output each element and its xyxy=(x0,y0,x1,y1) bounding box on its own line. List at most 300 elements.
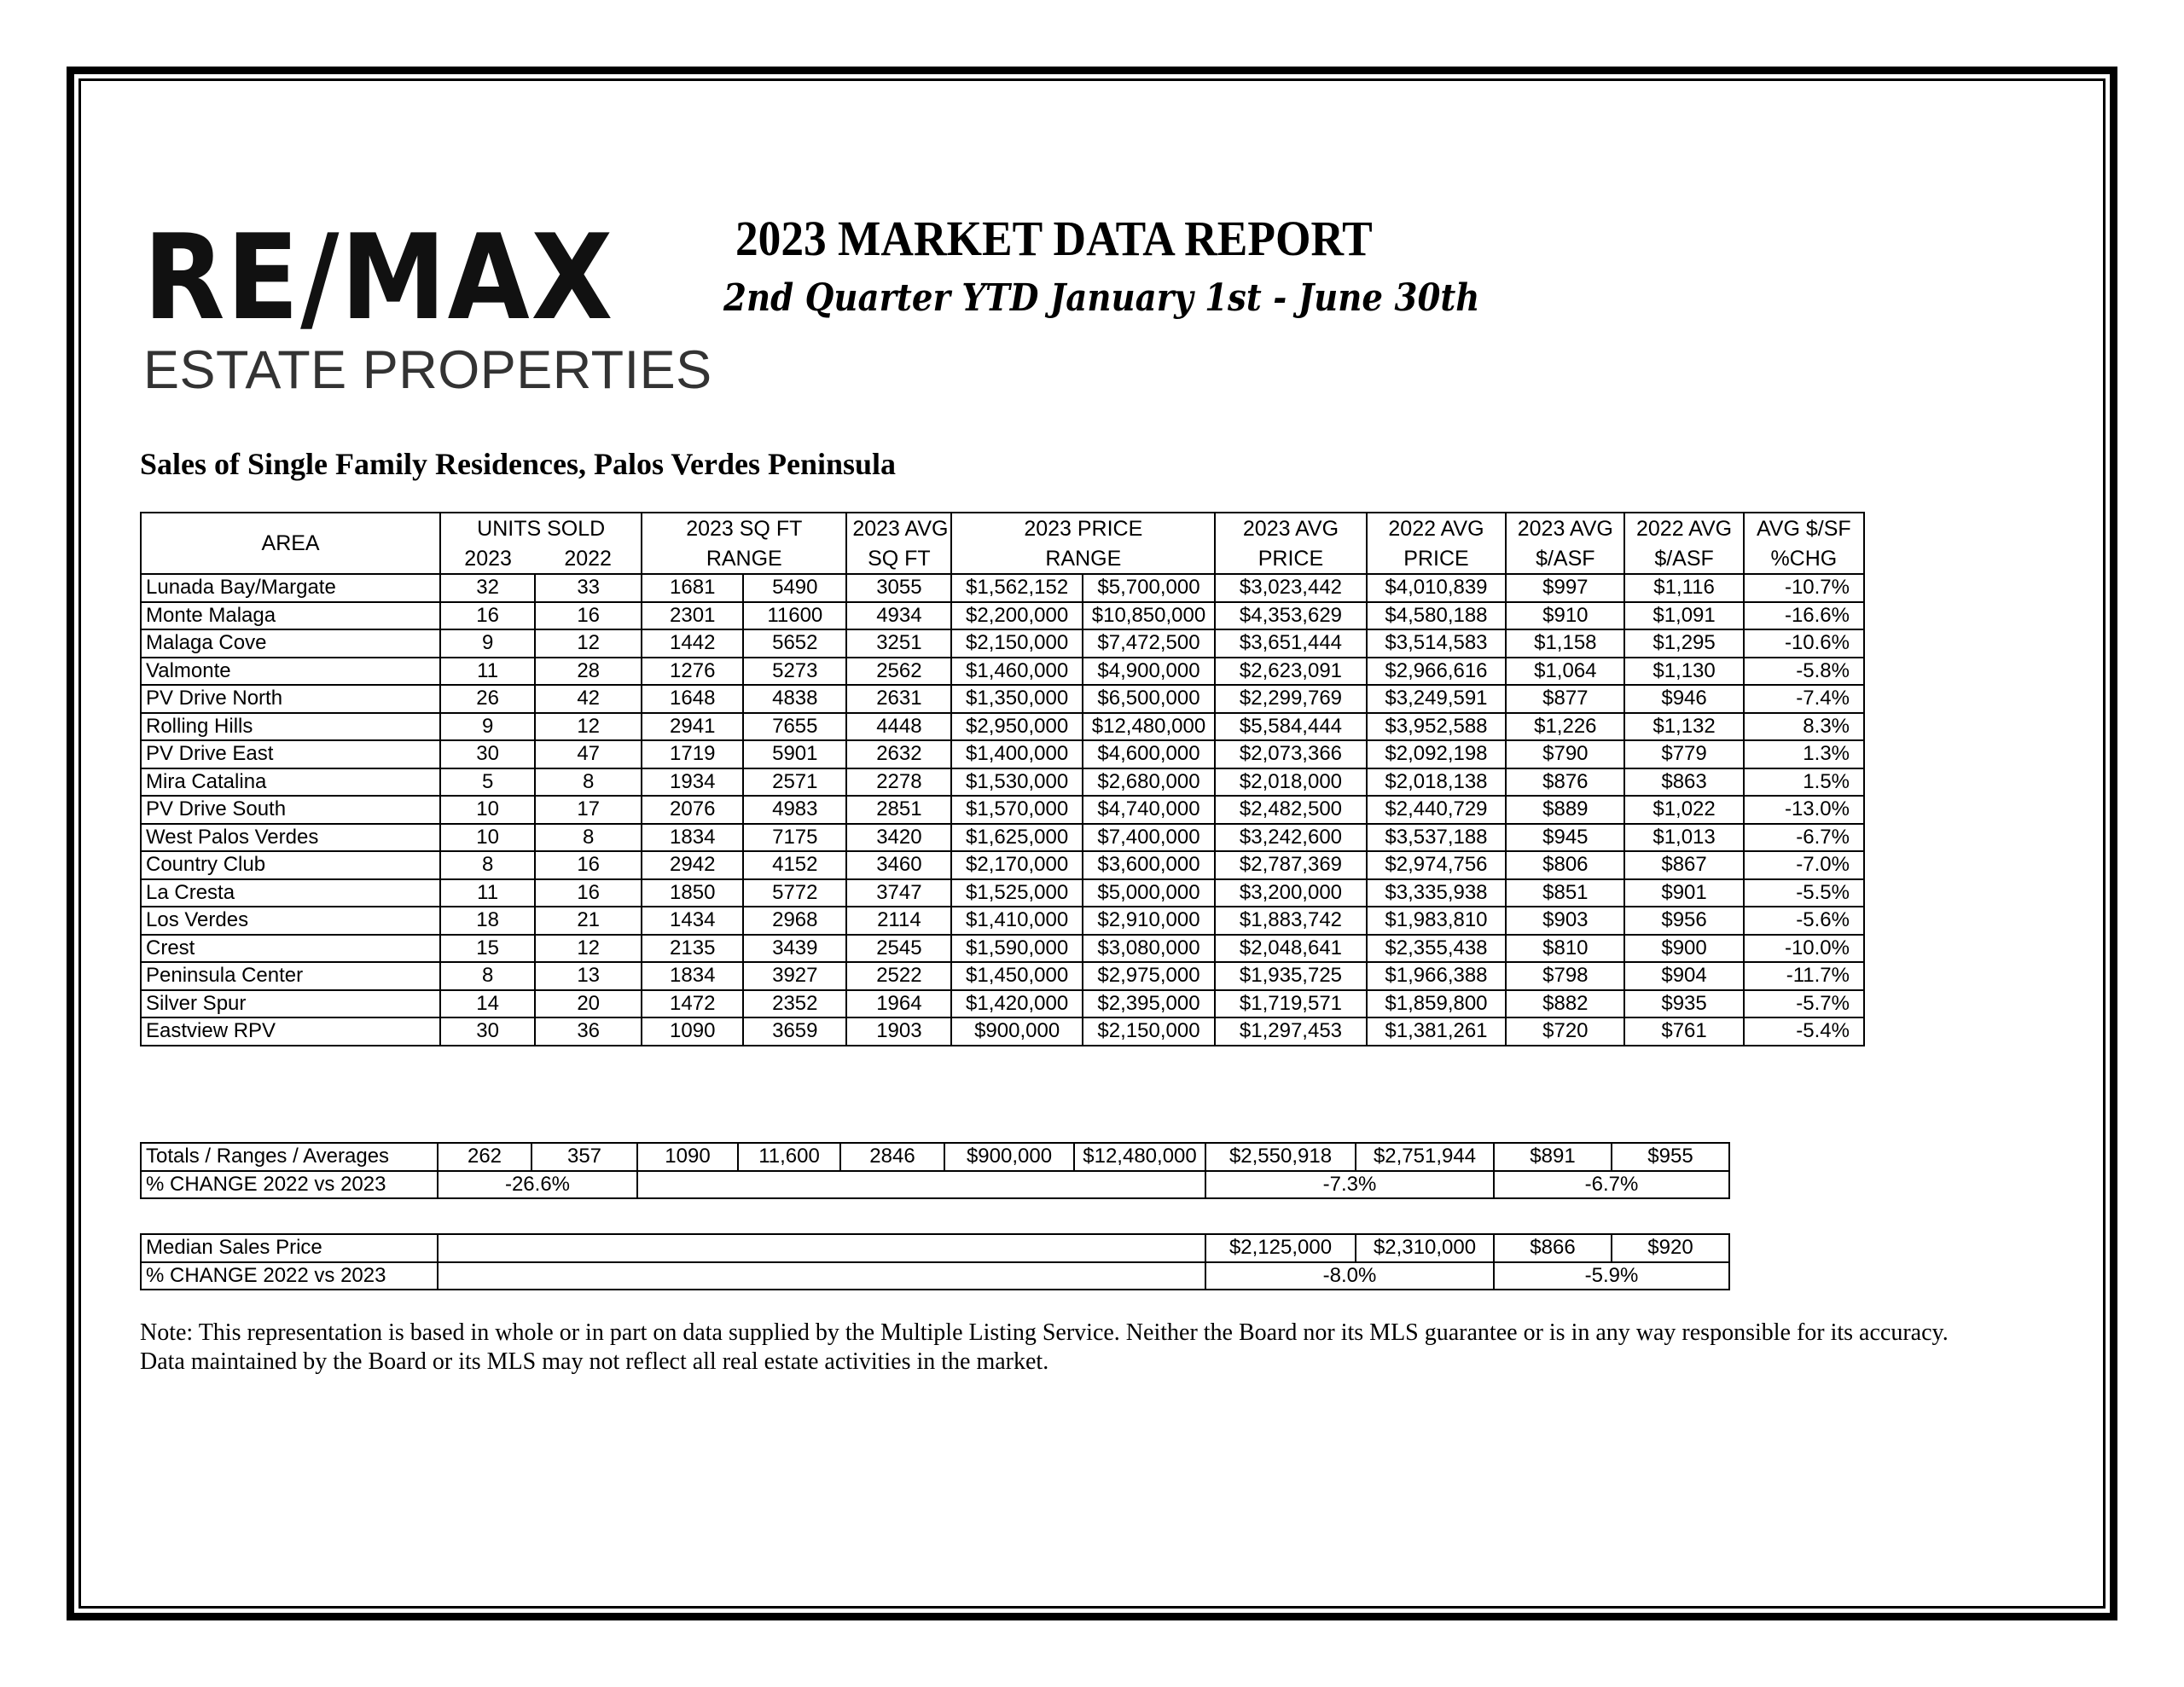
price-min-cell: $1,420,000 xyxy=(951,990,1082,1018)
units-2022-cell: 12 xyxy=(535,629,642,658)
units-2023-cell: 14 xyxy=(440,990,535,1018)
units-2023-cell: 26 xyxy=(440,685,535,713)
units-2022-cell: 16 xyxy=(535,602,642,630)
sales-table-body xyxy=(141,574,1864,1046)
avg-price-2023-cell: $2,299,769 xyxy=(1215,685,1367,713)
units-2023-cell: 9 xyxy=(440,713,535,741)
sqft-max-cell: 5901 xyxy=(743,740,846,768)
asf-2022-cell: $900 xyxy=(1624,935,1743,963)
price-min-cell: $1,450,000 xyxy=(951,962,1082,990)
price-min-cell: $2,150,000 xyxy=(951,629,1082,658)
median-row xyxy=(141,1234,1729,1262)
price-min-cell: $1,530,000 xyxy=(951,768,1082,797)
price-min-cell: $1,590,000 xyxy=(951,935,1082,963)
price-max-cell: $5,000,000 xyxy=(1083,879,1215,907)
units-2022-cell: 33 xyxy=(535,574,642,602)
header-area: AREA xyxy=(141,513,440,574)
units-2023-cell: 5 xyxy=(440,768,535,797)
avg-sqft-cell: 3420 xyxy=(846,824,951,852)
avg-price-2023-cell: $3,023,442 xyxy=(1215,574,1367,602)
header-price-range-sub: RANGE xyxy=(951,543,1215,574)
asf-2023-cell: $851 xyxy=(1506,879,1624,907)
avg-price-2022-cell: $1,966,388 xyxy=(1367,962,1506,990)
totals-avg-sqft: 2846 xyxy=(840,1143,944,1171)
avg-price-2023-cell: $3,242,600 xyxy=(1215,824,1367,852)
median-change-blank xyxy=(438,1262,1205,1290)
table-row xyxy=(141,685,1864,713)
avg-price-2023-cell: $2,787,369 xyxy=(1215,851,1367,879)
units-2022-cell: 20 xyxy=(535,990,642,1018)
avg-sqft-cell: 2278 xyxy=(846,768,951,797)
avg-price-2022-cell: $1,983,810 xyxy=(1367,907,1506,935)
median-change-label: % CHANGE 2022 vs 2023 xyxy=(141,1262,438,1290)
asf-2022-cell: $935 xyxy=(1624,990,1743,1018)
sqft-min-cell: 1834 xyxy=(642,962,743,990)
price-min-cell: $1,525,000 xyxy=(951,879,1082,907)
table-row xyxy=(141,796,1864,824)
sqft-max-cell: 2571 xyxy=(743,768,846,797)
area-cell: Valmonte xyxy=(141,658,440,686)
avg-price-2022-cell: $3,952,588 xyxy=(1367,713,1506,741)
avg-price-2022-cell: $2,974,756 xyxy=(1367,851,1506,879)
table-row xyxy=(141,1017,1864,1046)
avg-price-2022-cell: $3,537,188 xyxy=(1367,824,1506,852)
asf-2023-cell: $798 xyxy=(1506,962,1624,990)
header-avg-price-2022: 2022 AVG xyxy=(1367,513,1506,543)
units-2022-cell: 12 xyxy=(535,713,642,741)
avg-sqft-cell: 3251 xyxy=(846,629,951,658)
area-cell: Malaga Cove xyxy=(141,629,440,658)
price-max-cell: $7,400,000 xyxy=(1083,824,1215,852)
area-cell: Lunada Bay/Margate xyxy=(141,574,440,602)
chg-cell: 1.5% xyxy=(1744,768,1864,797)
asf-2023-cell: $806 xyxy=(1506,851,1624,879)
asf-2023-cell: $810 xyxy=(1506,935,1624,963)
price-max-cell: $4,740,000 xyxy=(1083,796,1215,824)
area-cell: Monte Malaga xyxy=(141,602,440,630)
totals-asf-2022: $955 xyxy=(1612,1143,1729,1171)
avg-price-2022-cell: $1,859,800 xyxy=(1367,990,1506,1018)
logo-wordmark: RE/MAX xyxy=(143,209,615,346)
price-min-cell: $1,570,000 xyxy=(951,796,1082,824)
totals-avg-price-2022: $2,751,944 xyxy=(1356,1143,1494,1171)
chg-cell: -10.0% xyxy=(1744,935,1864,963)
units-2023-cell: 15 xyxy=(440,935,535,963)
table-row xyxy=(141,907,1864,935)
price-max-cell: $3,600,000 xyxy=(1083,851,1215,879)
asf-2023-cell: $877 xyxy=(1506,685,1624,713)
table-row xyxy=(141,824,1864,852)
table-row xyxy=(141,713,1864,741)
price-max-cell: $2,680,000 xyxy=(1083,768,1215,797)
avg-price-2022-cell: $3,335,938 xyxy=(1367,879,1506,907)
chg-cell: -5.5% xyxy=(1744,879,1864,907)
area-cell: La Cresta xyxy=(141,879,440,907)
sqft-min-cell: 2076 xyxy=(642,796,743,824)
area-cell: Country Club xyxy=(141,851,440,879)
table-row xyxy=(141,962,1864,990)
avg-sqft-cell: 2114 xyxy=(846,907,951,935)
units-2023-cell: 8 xyxy=(440,851,535,879)
avg-price-2022-cell: $2,966,616 xyxy=(1367,658,1506,686)
sales-table xyxy=(140,512,1865,1046)
sqft-min-cell: 2135 xyxy=(642,935,743,963)
totals-change-label: % CHANGE 2022 vs 2023 xyxy=(141,1171,438,1199)
avg-price-2022-cell: $2,355,438 xyxy=(1367,935,1506,963)
asf-2023-cell: $790 xyxy=(1506,740,1624,768)
table-row xyxy=(141,879,1864,907)
price-max-cell: $4,600,000 xyxy=(1083,740,1215,768)
totals-sqft-max: 11,600 xyxy=(738,1143,840,1171)
disclaimer-note: Note: This representation is based in whole or in part on data supplied by the Multiple Listing Service. Neither the Board nor its MLS guarantee or is in any way responsible for its accuracy. Data maintained by the Board or its MLS may not reflect all real estate activities in the market. xyxy=(140,1319,1949,1375)
asf-2022-cell: $863 xyxy=(1624,768,1743,797)
price-min-cell: $1,562,152 xyxy=(951,574,1082,602)
sqft-min-cell: 1276 xyxy=(642,658,743,686)
area-cell: Eastview RPV xyxy=(141,1017,440,1046)
median-asf-2022: $920 xyxy=(1612,1234,1729,1262)
units-2023-cell: 10 xyxy=(440,824,535,852)
header-asf-2023-sub: $/ASF xyxy=(1506,543,1624,574)
report-subtitle: 2nd Quarter YTD January 1st - June 30th xyxy=(723,276,1480,320)
avg-price-2023-cell: $3,200,000 xyxy=(1215,879,1367,907)
totals-table xyxy=(140,1142,1730,1199)
sqft-max-cell: 4838 xyxy=(743,685,846,713)
header-avg-sqft-sub: SQ FT xyxy=(846,543,951,574)
area-cell: PV Drive East xyxy=(141,740,440,768)
avg-price-2023-cell: $2,623,091 xyxy=(1215,658,1367,686)
units-2022-cell: 21 xyxy=(535,907,642,935)
avg-sqft-cell: 3747 xyxy=(846,879,951,907)
header-sqft-range: 2023 SQ FT xyxy=(642,513,846,543)
units-2022-cell: 8 xyxy=(535,768,642,797)
totals-units-2023: 262 xyxy=(438,1143,531,1171)
units-2023-cell: 10 xyxy=(440,796,535,824)
units-2022-cell: 28 xyxy=(535,658,642,686)
sqft-max-cell: 11600 xyxy=(743,602,846,630)
chg-cell: -6.7% xyxy=(1744,824,1864,852)
avg-price-2023-cell: $2,073,366 xyxy=(1215,740,1367,768)
header-asf-2022-sub: $/ASF xyxy=(1624,543,1743,574)
chg-cell: -7.4% xyxy=(1744,685,1864,713)
table-row xyxy=(141,658,1864,686)
table-row xyxy=(141,602,1864,630)
median-change-row xyxy=(141,1262,1729,1290)
asf-2022-cell: $1,091 xyxy=(1624,602,1743,630)
sqft-max-cell: 7175 xyxy=(743,824,846,852)
units-2023-cell: 8 xyxy=(440,962,535,990)
avg-price-2023-cell: $5,584,444 xyxy=(1215,713,1367,741)
asf-2022-cell: $761 xyxy=(1624,1017,1743,1046)
units-2023-cell: 32 xyxy=(440,574,535,602)
area-cell: Los Verdes xyxy=(141,907,440,935)
asf-2023-cell: $997 xyxy=(1506,574,1624,602)
price-max-cell: $12,480,000 xyxy=(1083,713,1215,741)
asf-2023-cell: $889 xyxy=(1506,796,1624,824)
avg-sqft-cell: 4934 xyxy=(846,602,951,630)
totals-label: Totals / Ranges / Averages xyxy=(141,1143,438,1171)
price-min-cell: $1,410,000 xyxy=(951,907,1082,935)
sqft-min-cell: 1090 xyxy=(642,1017,743,1046)
area-cell: Crest xyxy=(141,935,440,963)
avg-price-2022-cell: $2,018,138 xyxy=(1367,768,1506,797)
price-min-cell: $1,400,000 xyxy=(951,740,1082,768)
table-row xyxy=(141,851,1864,879)
asf-2023-cell: $1,064 xyxy=(1506,658,1624,686)
header-chg-sub: %CHG xyxy=(1744,543,1864,574)
chg-cell: -5.6% xyxy=(1744,907,1864,935)
price-max-cell: $7,472,500 xyxy=(1083,629,1215,658)
sqft-min-cell: 1472 xyxy=(642,990,743,1018)
price-max-cell: $2,150,000 xyxy=(1083,1017,1215,1046)
units-2022-cell: 13 xyxy=(535,962,642,990)
avg-price-2023-cell: $1,297,453 xyxy=(1215,1017,1367,1046)
sqft-max-cell: 2968 xyxy=(743,907,846,935)
header-avg-price-2022-sub: PRICE xyxy=(1367,543,1506,574)
price-max-cell: $2,975,000 xyxy=(1083,962,1215,990)
asf-2022-cell: $779 xyxy=(1624,740,1743,768)
totals-asf-change: -6.7% xyxy=(1494,1171,1729,1199)
area-cell: PV Drive North xyxy=(141,685,440,713)
units-2022-cell: 36 xyxy=(535,1017,642,1046)
table-row xyxy=(141,768,1864,797)
avg-price-2023-cell: $2,482,500 xyxy=(1215,796,1367,824)
area-cell: Rolling Hills xyxy=(141,713,440,741)
asf-2023-cell: $910 xyxy=(1506,602,1624,630)
header-row-top xyxy=(141,513,1864,543)
units-2022-cell: 8 xyxy=(535,824,642,852)
asf-2023-cell: $720 xyxy=(1506,1017,1624,1046)
price-min-cell: $2,170,000 xyxy=(951,851,1082,879)
avg-sqft-cell: 2545 xyxy=(846,935,951,963)
avg-price-2023-cell: $1,883,742 xyxy=(1215,907,1367,935)
avg-price-2023-cell: $4,353,629 xyxy=(1215,602,1367,630)
units-2023-cell: 30 xyxy=(440,740,535,768)
asf-2022-cell: $1,130 xyxy=(1624,658,1743,686)
avg-price-2023-cell: $2,018,000 xyxy=(1215,768,1367,797)
sqft-max-cell: 4152 xyxy=(743,851,846,879)
median-blank xyxy=(438,1234,1205,1262)
avg-price-2022-cell: $1,381,261 xyxy=(1367,1017,1506,1046)
header-price-range: 2023 PRICE xyxy=(951,513,1215,543)
area-cell: West Palos Verdes xyxy=(141,824,440,852)
totals-row xyxy=(141,1143,1729,1171)
totals-price-min: $900,000 xyxy=(944,1143,1074,1171)
avg-price-2022-cell: $2,092,198 xyxy=(1367,740,1506,768)
asf-2022-cell: $1,013 xyxy=(1624,824,1743,852)
avg-price-2023-cell: $1,935,725 xyxy=(1215,962,1367,990)
sqft-max-cell: 3927 xyxy=(743,962,846,990)
price-max-cell: $3,080,000 xyxy=(1083,935,1215,963)
chg-cell: -5.8% xyxy=(1744,658,1864,686)
header-units-2022: 2022 xyxy=(535,543,642,574)
area-cell: PV Drive South xyxy=(141,796,440,824)
avg-price-2022-cell: $3,249,591 xyxy=(1367,685,1506,713)
sqft-min-cell: 1648 xyxy=(642,685,743,713)
price-min-cell: $1,460,000 xyxy=(951,658,1082,686)
table-row xyxy=(141,740,1864,768)
avg-sqft-cell: 3055 xyxy=(846,574,951,602)
remax-logo xyxy=(143,209,712,400)
avg-price-2023-cell: $3,651,444 xyxy=(1215,629,1367,658)
totals-units-change: -26.6% xyxy=(438,1171,637,1199)
units-2023-cell: 16 xyxy=(440,602,535,630)
totals-price-max: $12,480,000 xyxy=(1074,1143,1205,1171)
avg-price-2023-cell: $2,048,641 xyxy=(1215,935,1367,963)
chg-cell: -10.7% xyxy=(1744,574,1864,602)
asf-2022-cell: $1,295 xyxy=(1624,629,1743,658)
sqft-min-cell: 1719 xyxy=(642,740,743,768)
asf-2022-cell: $1,116 xyxy=(1624,574,1743,602)
chg-cell: -16.6% xyxy=(1744,602,1864,630)
asf-2022-cell: $1,022 xyxy=(1624,796,1743,824)
sqft-max-cell: 5490 xyxy=(743,574,846,602)
sqft-min-cell: 1442 xyxy=(642,629,743,658)
avg-sqft-cell: 2562 xyxy=(846,658,951,686)
price-max-cell: $2,395,000 xyxy=(1083,990,1215,1018)
logo-subtitle: ESTATE PROPERTIES xyxy=(143,340,712,400)
sqft-max-cell: 5652 xyxy=(743,629,846,658)
chg-cell: -5.7% xyxy=(1744,990,1864,1018)
sqft-min-cell: 2942 xyxy=(642,851,743,879)
totals-price-change: -7.3% xyxy=(1205,1171,1494,1199)
units-2023-cell: 18 xyxy=(440,907,535,935)
asf-2022-cell: $956 xyxy=(1624,907,1743,935)
avg-sqft-cell: 4448 xyxy=(846,713,951,741)
header-avg-price-2023-sub: PRICE xyxy=(1215,543,1367,574)
totals-asf-2023: $891 xyxy=(1494,1143,1612,1171)
median-table xyxy=(140,1233,1730,1290)
header-chg: AVG $/SF xyxy=(1744,513,1864,543)
units-2022-cell: 16 xyxy=(535,879,642,907)
totals-change-row xyxy=(141,1171,1729,1199)
header-units-sold: UNITS SOLD xyxy=(440,513,642,543)
avg-sqft-cell: 2851 xyxy=(846,796,951,824)
sqft-min-cell: 1850 xyxy=(642,879,743,907)
avg-sqft-cell: 2522 xyxy=(846,962,951,990)
sqft-max-cell: 7655 xyxy=(743,713,846,741)
units-2023-cell: 30 xyxy=(440,1017,535,1046)
sqft-max-cell: 5273 xyxy=(743,658,846,686)
avg-price-2022-cell: $4,010,839 xyxy=(1367,574,1506,602)
header-asf-2023: 2023 AVG xyxy=(1506,513,1624,543)
avg-sqft-cell: 1964 xyxy=(846,990,951,1018)
area-cell: Peninsula Center xyxy=(141,962,440,990)
sqft-min-cell: 1934 xyxy=(642,768,743,797)
price-max-cell: $4,900,000 xyxy=(1083,658,1215,686)
units-2022-cell: 17 xyxy=(535,796,642,824)
asf-2022-cell: $1,132 xyxy=(1624,713,1743,741)
units-2023-cell: 11 xyxy=(440,658,535,686)
chg-cell: 8.3% xyxy=(1744,713,1864,741)
header-avg-sqft: 2023 AVG xyxy=(846,513,951,543)
sqft-max-cell: 3659 xyxy=(743,1017,846,1046)
price-min-cell: $1,625,000 xyxy=(951,824,1082,852)
asf-2023-cell: $876 xyxy=(1506,768,1624,797)
price-max-cell: $6,500,000 xyxy=(1083,685,1215,713)
chg-cell: -13.0% xyxy=(1744,796,1864,824)
sqft-min-cell: 2301 xyxy=(642,602,743,630)
median-price-2023: $2,125,000 xyxy=(1205,1234,1356,1262)
asf-2023-cell: $903 xyxy=(1506,907,1624,935)
sqft-max-cell: 2352 xyxy=(743,990,846,1018)
avg-sqft-cell: 2632 xyxy=(846,740,951,768)
area-cell: Mira Catalina xyxy=(141,768,440,797)
sqft-min-cell: 2941 xyxy=(642,713,743,741)
header-sqft-range-sub: RANGE xyxy=(642,543,846,574)
asf-2023-cell: $1,158 xyxy=(1506,629,1624,658)
header-avg-price-2023: 2023 AVG xyxy=(1215,513,1367,543)
sqft-min-cell: 1434 xyxy=(642,907,743,935)
asf-2022-cell: $867 xyxy=(1624,851,1743,879)
area-cell: Silver Spur xyxy=(141,990,440,1018)
price-min-cell: $2,200,000 xyxy=(951,602,1082,630)
asf-2022-cell: $901 xyxy=(1624,879,1743,907)
asf-2022-cell: $904 xyxy=(1624,962,1743,990)
units-2023-cell: 11 xyxy=(440,879,535,907)
median-asf-change: -5.9% xyxy=(1494,1262,1729,1290)
sqft-max-cell: 3439 xyxy=(743,935,846,963)
header-asf-2022: 2022 AVG xyxy=(1624,513,1743,543)
sqft-max-cell: 4983 xyxy=(743,796,846,824)
median-label: Median Sales Price xyxy=(141,1234,438,1262)
price-min-cell: $2,950,000 xyxy=(951,713,1082,741)
table-row xyxy=(141,574,1864,602)
avg-price-2022-cell: $3,514,583 xyxy=(1367,629,1506,658)
avg-price-2022-cell: $2,440,729 xyxy=(1367,796,1506,824)
units-2022-cell: 16 xyxy=(535,851,642,879)
section-title: Sales of Single Family Residences, Palos Verdes Peninsula xyxy=(140,447,897,481)
header-units-2023: 2023 xyxy=(440,543,535,574)
chg-cell: -5.4% xyxy=(1744,1017,1864,1046)
price-min-cell: $900,000 xyxy=(951,1017,1082,1046)
chg-cell: -7.0% xyxy=(1744,851,1864,879)
asf-2023-cell: $882 xyxy=(1506,990,1624,1018)
median-price-change: -8.0% xyxy=(1205,1262,1494,1290)
units-2023-cell: 9 xyxy=(440,629,535,658)
table-row xyxy=(141,990,1864,1018)
sqft-max-cell: 5772 xyxy=(743,879,846,907)
totals-avg-price-2023: $2,550,918 xyxy=(1205,1143,1356,1171)
totals-blank xyxy=(637,1171,1205,1199)
avg-price-2023-cell: $1,719,571 xyxy=(1215,990,1367,1018)
table-row xyxy=(141,629,1864,658)
sqft-min-cell: 1681 xyxy=(642,574,743,602)
avg-sqft-cell: 3460 xyxy=(846,851,951,879)
avg-sqft-cell: 2631 xyxy=(846,685,951,713)
asf-2023-cell: $1,226 xyxy=(1506,713,1624,741)
units-2022-cell: 42 xyxy=(535,685,642,713)
sqft-min-cell: 1834 xyxy=(642,824,743,852)
table-row xyxy=(141,935,1864,963)
report-title: 2023 MARKET DATA REPORT xyxy=(735,211,1373,266)
price-min-cell: $1,350,000 xyxy=(951,685,1082,713)
avg-sqft-cell: 1903 xyxy=(846,1017,951,1046)
price-max-cell: $10,850,000 xyxy=(1083,602,1215,630)
chg-cell: 1.3% xyxy=(1744,740,1864,768)
price-max-cell: $5,700,000 xyxy=(1083,574,1215,602)
chg-cell: -10.6% xyxy=(1744,629,1864,658)
avg-price-2022-cell: $4,580,188 xyxy=(1367,602,1506,630)
chg-cell: -11.7% xyxy=(1744,962,1864,990)
totals-units-2022: 357 xyxy=(531,1143,637,1171)
price-max-cell: $2,910,000 xyxy=(1083,907,1215,935)
units-2022-cell: 12 xyxy=(535,935,642,963)
asf-2022-cell: $946 xyxy=(1624,685,1743,713)
asf-2023-cell: $945 xyxy=(1506,824,1624,852)
totals-sqft-min: 1090 xyxy=(637,1143,738,1171)
units-2022-cell: 47 xyxy=(535,740,642,768)
median-asf-2023: $866 xyxy=(1494,1234,1612,1262)
